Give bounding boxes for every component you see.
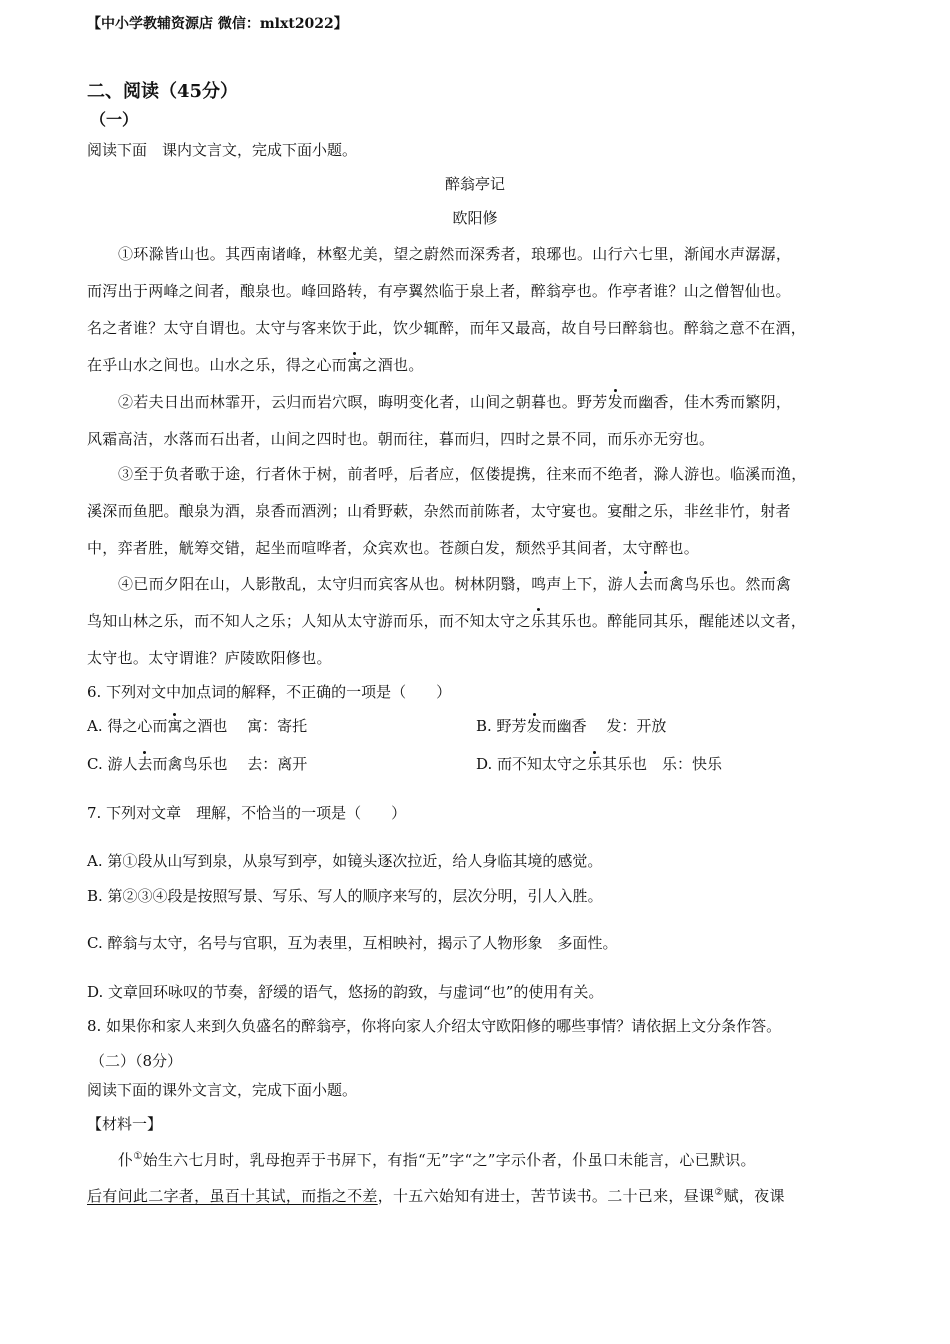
dotted-word: 发 xyxy=(526,717,542,735)
text-segment: ②若夫日出而林霏开，云归而岩穴暝，晦明变化者，山间之朝暮也。野芳 xyxy=(118,393,608,411)
q6-option-d xyxy=(476,754,722,774)
text-segment: 赋，夜课 xyxy=(723,1187,785,1205)
text-segment: ，十五六始知有进士，苦节读书。二十已来，昼课 xyxy=(377,1187,715,1205)
q8-stem: 8. 如果你和家人来到久负盛名的醉翁亭，你将向家人介绍太守欧阳修的哪些事情？请依据上文分条作答。 xyxy=(87,1017,782,1035)
option-text: A. 得之心而 xyxy=(87,717,168,735)
article-line: 而泻出于两峰之间者，酿泉也。峰回路转，有亭翼然临于泉上者，醉翁亭也。作亭者谁？山之僧智仙也。 xyxy=(87,282,791,300)
footnote-marker: ② xyxy=(714,1187,724,1198)
option-text: 之酒也 寓：寄托 xyxy=(182,717,308,735)
option-text: 其乐也 乐：快乐 xyxy=(602,755,723,773)
dotted-word: 乐 xyxy=(530,612,547,630)
text-segment: 其乐也。醉能同其乐，醒能述以文者， xyxy=(546,612,807,630)
article-author: 欧阳修 xyxy=(452,209,498,227)
text-segment: 而幽香，佳木秀而繁阴， xyxy=(622,393,792,411)
part-two-label: （二）（8分） xyxy=(90,1052,183,1070)
q7-option-d: D. 文章回环咏叹的节奏，舒缓的语气，悠扬的韵致，与虚词“也”的使用有关。 xyxy=(87,983,604,1001)
article-line xyxy=(87,355,424,375)
q6-option-a xyxy=(87,716,307,736)
dotted-word: 寓 xyxy=(347,356,363,374)
q6-option-b xyxy=(476,716,666,736)
text-segment: 在乎山水之间也。山水之乐，得之心而 xyxy=(87,356,348,374)
dotted-word: 去 xyxy=(638,575,654,593)
text-segment: 之酒也。 xyxy=(362,356,424,374)
footnote-marker: ① xyxy=(133,1151,143,1162)
dotted-word: 乐 xyxy=(587,755,603,773)
q7-option-b: B. 第②③④段是按照写景、写乐、写人的顺序来写的，层次分明，引人入胜。 xyxy=(87,887,603,905)
text-segment: 始生六七月时，乳母抱弄于书屏下，有指“无”字“之”字示仆者，仆虽口未能言，心已默识。 xyxy=(142,1151,756,1169)
text-segment: 鸟知山林之乐，而不知人之乐；人知从太守游而乐，而不知太守之 xyxy=(87,612,531,630)
material-line xyxy=(87,1186,785,1206)
article-line: 溪深而鱼肥。酿泉为酒，泉香而酒洌；山肴野蔌，杂然而前陈者，太守宴也。宴酣之乐，非丝非竹，射者 xyxy=(87,502,791,520)
article-line xyxy=(118,392,791,412)
article-line: 中，弈者胜，觥筹交错，起坐而喧哗者，众宾欢也。苍颜白发，颓然乎其间者，太守醉也。 xyxy=(87,539,700,557)
text-segment: 仆 xyxy=(118,1151,134,1169)
article-line: 名之者谁？太守自谓也。太守与客来饮于此，饮少辄醉，而年又最高，故自号曰醉翁也。醉翁之意不在酒， xyxy=(87,319,807,337)
option-text: 而禽鸟乐也 去：离开 xyxy=(152,755,308,773)
q6-option-c xyxy=(87,754,307,774)
material-one-label: 【材料一】 xyxy=(87,1115,163,1133)
section-title: 二、阅读（45分） xyxy=(87,81,239,102)
underlined-sentence: 后有问此二字者，虽百十其试，而指之不差 xyxy=(87,1187,378,1205)
q7-option-a: A. 第①段从山写到泉，从泉写到亭，如镜头逐次拉近，给人身临其境的感觉。 xyxy=(87,852,603,870)
article-line xyxy=(118,574,791,594)
option-text: C. 游人 xyxy=(87,755,138,773)
q7-option-c: C. 醉翁与太守，名号与官职，互为表里，互相映衬，揭示了人物形象 多面性。 xyxy=(87,934,618,952)
article-line: ③至于负者歌于途，行者休于树，前者呼，后者应，伛偻提携，往来而不绝者，滁人游也。临溪而渔， xyxy=(118,465,807,483)
dotted-word: 去 xyxy=(137,755,153,773)
watermark: 【中小学教辅资源店 微信：mlxt2022】 xyxy=(87,16,348,32)
instruction-two: 阅读下面的课外文言文，完成下面小题。 xyxy=(87,1081,358,1099)
q7-stem: 7. 下列对文章 理解，不恰当的一项是（ ） xyxy=(87,804,407,822)
option-text: 而幽香 发：开放 xyxy=(541,717,667,735)
text-segment: ④已而夕阳在山，人影散乱，太守归而宾客从也。树林阴翳，鸣声上下，游人 xyxy=(118,575,639,593)
dotted-word: 寓 xyxy=(167,717,183,735)
option-text: B. 野芳 xyxy=(476,717,527,735)
q6-stem: 6. 下列对文中加点词的解释，不正确的一项是（ ） xyxy=(87,683,452,701)
article-line: 太守也。太守谓谁？庐陵欧阳修也。 xyxy=(87,649,332,667)
article-line xyxy=(87,611,806,631)
part-one-label: （一） xyxy=(90,110,139,129)
instruction-one: 阅读下面 课内文言文，完成下面小题。 xyxy=(87,141,358,159)
article-line: ①环滁皆山也。其西南诸峰，林壑尤美，望之蔚然而深秀者，琅琊也。山行六七里，渐闻水声潺潺， xyxy=(118,245,792,263)
text-segment: 而禽鸟乐也。然而禽 xyxy=(653,575,792,593)
material-line xyxy=(118,1150,756,1170)
dotted-word: 发 xyxy=(607,393,623,411)
article-title: 醉翁亭记 xyxy=(444,175,505,193)
option-text: D. 而不知太守之 xyxy=(476,755,588,773)
article-line: 风霜高洁，水落而石出者，山间之四时也。朝而往，暮而归，四时之景不同，而乐亦无穷也。 xyxy=(87,430,715,448)
